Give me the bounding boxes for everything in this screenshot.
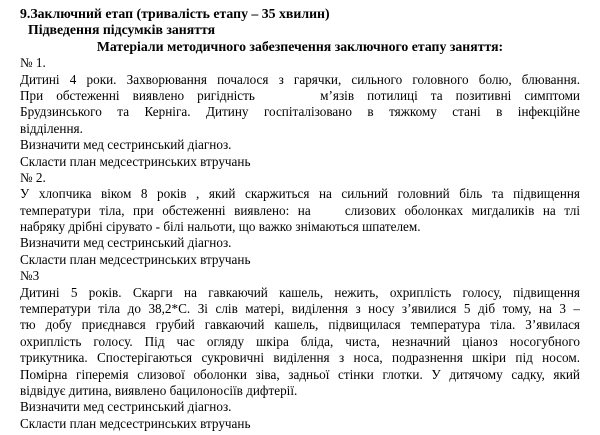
case-3-task-plan: Скласти план медсестринських втручань: [20, 415, 251, 431]
case-2-body-line: набряку дрібні сірувато - білі нальоти, що важко знімаються шпателем.: [20, 219, 421, 235]
case-1-number: № 1.: [20, 55, 46, 71]
case-3-number: №3: [20, 268, 40, 284]
case-1-body-line: Брудзинського та Керніга. Дитину госпіталізовано в тяжкому стані в інфекційне: [20, 104, 580, 120]
case-3-body-line: відвідує дитина, виявлено бацилоносіїв дифтерії.: [20, 382, 298, 398]
case-3-body-line: трикутника. Спостерігаються сукровичні виділення з носа, подразнення шкіри під носом.: [20, 350, 580, 366]
case-2-task-plan: Скласти план медсестринських втручань: [20, 251, 251, 267]
case-3-task-diagnosis: Визначити мед сестринський діагноз.: [20, 399, 232, 415]
case-2-body-line: У хлопчика віком 8 років , який скаржиться на сильний головний біль та підвищення: [20, 186, 580, 202]
case-1-body-line: Дитині 4 роки. Захворювання почалося з гарячки, сильного головного болю, блювання.: [20, 71, 580, 87]
case-1-task-plan: Скласти план медсестринських втручань: [20, 153, 251, 169]
case-3-body-line: тю добу приєднався грубий гавкаючий кашель, підвищилася температура тіла. З’явилася: [20, 317, 580, 333]
materials-heading: Матеріали методичного забезпечення заключного етапу заняття:: [96, 38, 504, 54]
case-3-body-line: Помірна гіперемія слизової оболонки зіва, задньої стінки глотки. У дитячому садку, який: [20, 366, 580, 382]
case-1-body-line: При обстеженні виявлено ригідність м’язів потилиці та позитивні симптоми: [20, 87, 580, 103]
case-2-body-line: температури тіла, при обстеженні виявлено: на слизових оболонках мигдаликів на тлі: [20, 202, 580, 218]
summary-subheading: Підведення підсумків заняття: [28, 22, 216, 38]
case-3-body-line: температури тіла до 38,2*С. Зі слів матері, виділення з носу з’явилися 5 діб тому, на 3 –: [20, 301, 580, 317]
case-3-body-line: охриплість голосу. Під час огляду шкіра бліда, чиста, незначний ціаноз носогубного: [20, 333, 580, 349]
case-2-number: № 2.: [20, 169, 46, 185]
case-1-task-diagnosis: Визначити мед сестринський діагноз.: [20, 137, 232, 153]
stage-heading: 9.Заключний етап (тривалість етапу – 35 хвилин): [20, 6, 330, 21]
case-1: [20, 55, 580, 170]
case-2-task-diagnosis: Визначити мед сестринський діагноз.: [20, 235, 232, 251]
case-3: [20, 268, 580, 432]
case-3-body-line: Дитині 5 років. Скарги на гавкаючий кашель, нежить, охриплість голосу, підвищення: [20, 284, 580, 300]
case-1-body-line: відділення.: [20, 120, 83, 136]
case-2: [20, 170, 580, 268]
